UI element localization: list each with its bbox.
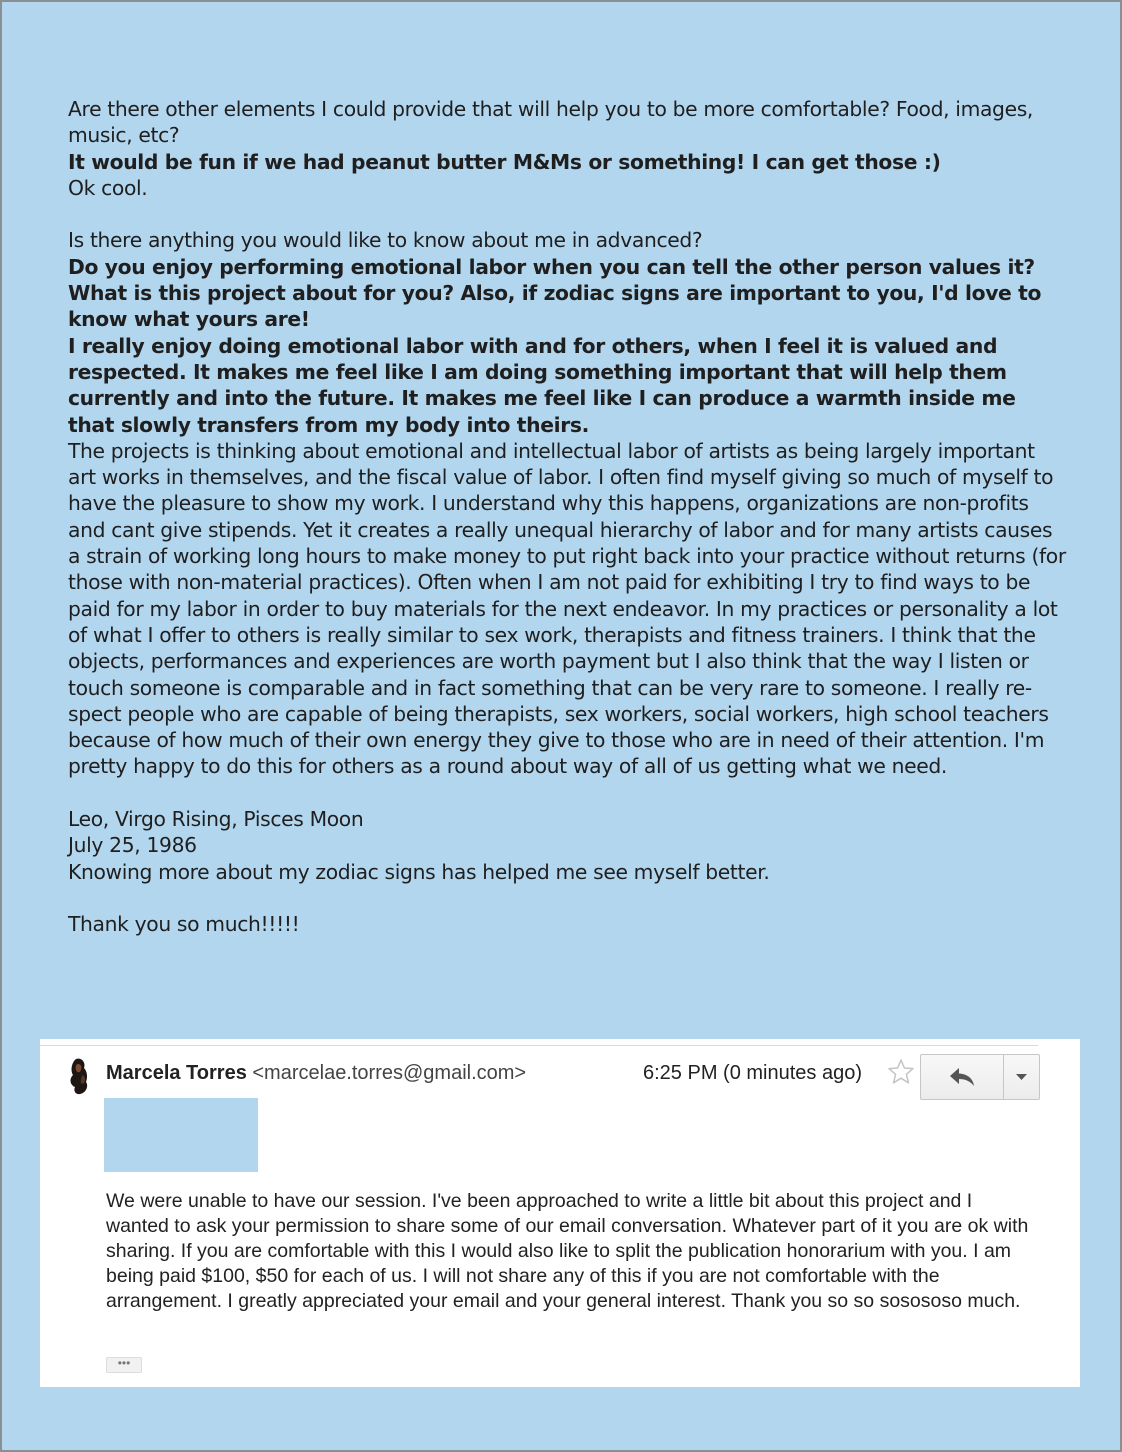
paragraph-gap <box>68 885 1068 911</box>
letter-paragraph: The projects is thinking about emotional and intellectual labor of artists as being largely important art works in themselves, and the fiscal value of labor. I often find myself giving so much of myself to have the pleasure to show my work. I understand why this happens, organizations are non-profits and cant give stipends. Yet it creates a really unequal hierarchy of labor and for many artists causes a strain of working long hours to make money to put right back into your practice without returns (for those with non-material practices). Often when I am not paid for exhibiting I try to find ways to be paid for my labor in order to buy materials for the next endeavor. In my practices or personality a lot of what I offer to others is really similar to sex work, therapists and fitness trainers. I think that the objects, performances and experiences are worth payment but I also think that the way I listen or touch someone is comparable and in fact something that can be very rare to someone. I really re-spect people who are capable of being therapists, sex workers, social workers, high school teachers because of how much of their own energy they give to those who are in need of their attention. I'm pretty happy to do this for others as a round about way of all of us getting what we need. <box>68 438 1066 779</box>
redacted-recipient <box>104 1098 258 1172</box>
letter-paragraph: Ok cool. <box>68 175 148 200</box>
letter-paragraph-bold: It would be fun if we had peanut butter M&Ms or something! I can get those :) <box>68 149 941 174</box>
star-icon[interactable] <box>886 1057 916 1087</box>
reply-button-group <box>920 1054 1040 1100</box>
letter-paragraph-bold: Do you enjoy performing emotional labor when you can tell the other person values it? What is this project about for you? Also, if zodiac signs are important to you, I'd love to know what yours are! <box>68 254 1042 332</box>
email-body <box>106 1189 1036 1314</box>
divider <box>40 1045 1038 1046</box>
paragraph-gap <box>68 201 1068 227</box>
sender-name[interactable]: Marcela Torres <box>106 1062 247 1084</box>
email-timestamp: 6:25 PM (0 minutes ago) <box>643 1062 862 1084</box>
reply-button[interactable] <box>921 1055 1004 1099</box>
email-message-card <box>40 1039 1080 1387</box>
zodiac-signs: Leo, Virgo Rising, Pisces Moon <box>68 807 364 832</box>
paragraph-gap <box>68 780 1068 806</box>
show-trimmed-content-button[interactable]: ••• <box>106 1357 142 1373</box>
birth-date: July 25, 1986 <box>68 833 197 858</box>
letter-paragraph: Knowing more about my zodiac signs has helped me see myself better. <box>68 859 770 884</box>
avatar[interactable] <box>64 1055 96 1095</box>
email-body-text: We were unable to have our session. I've been approached to write a little bit about this project and I wanted to ask your permission to share some of our email conversation. Whatever part of it you are ok with sharing. If you are comfortable with this I would also like to split the publication honorarium with you. I am being paid $100, $50 for each of us. I will not share any of this if you are not comfortable with the arrangement. I greatly appreciated your email and your general interest. Thank you so so sosososo much. <box>106 1190 1029 1312</box>
letter-body <box>68 96 1068 938</box>
letter-paragraph-bold: I really enjoy doing emotional labor with and for others, when I feel it is valued and respected. It makes me feel like I am doing something important that will help them currently and into the future. It makes me feel like I can produce a warmth inside me that slowly transfers from my body into theirs. <box>68 333 1016 437</box>
letter-paragraph: Are there other elements I could provide that will help you to be more comfortable? Food, images, music, etc? <box>68 97 1034 148</box>
letter-paragraph: Is there anything you would like to know about me in advanced? <box>68 228 703 253</box>
reply-icon <box>921 1055 1003 1099</box>
more-options-button[interactable] <box>1004 1055 1039 1099</box>
sender-email: <marcelae.torres@gmail.com> <box>252 1062 527 1084</box>
letter-signoff: Thank you so much!!!!! <box>68 912 300 937</box>
sender <box>106 1062 526 1085</box>
chevron-down-icon <box>1004 1055 1039 1099</box>
